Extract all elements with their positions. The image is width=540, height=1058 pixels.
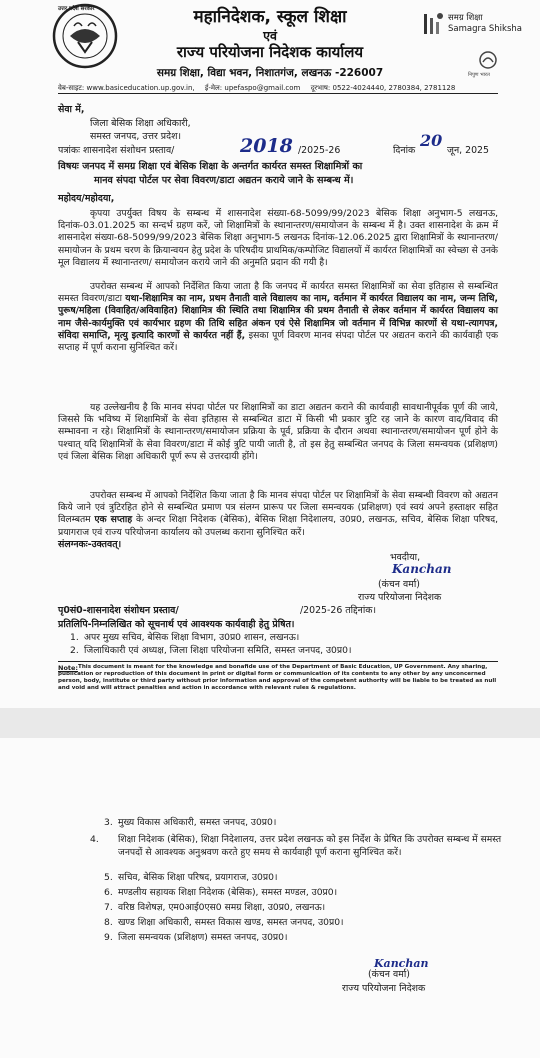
- to-line1: जिला बेसिक शिक्षा अधिकारी,: [90, 118, 191, 129]
- office-title-line3: राज्य परियोजना निदेशक कार्यालय: [176, 43, 364, 61]
- website-text: वेब-साइट: www.basiceducation.up.gov.in,: [58, 84, 195, 92]
- page2-signer-name: (कंचन वर्मा): [368, 969, 410, 980]
- copy-reference-year: /2025-26 तद्दिनांक।: [300, 605, 377, 616]
- paragraph-4-end: के अन्दर शिक्षा निदेशक (बेसिक), बेसिक शिक्षा निदेशालय, उ0प्र0, लखनऊ, सचिव, बेसिक शिक्षा परिषद, प्रयागराज एवं राज्य परियोजना कार्यालय को उपलब्ध कराना सुनिश्चित करें।: [58, 514, 498, 538]
- closing: भवदीया,: [390, 552, 421, 563]
- letter-page-2: [0, 738, 540, 1058]
- copy-item-3: 3. मुख्य विकास अधिकारी, समस्त जनपद, उ0प्र0।: [104, 817, 277, 828]
- date-rest: जून, 2025: [447, 145, 489, 156]
- paragraph-2-start: उपरोक्त सम्बन्ध में आपको निर्देशित किया जाता है कि जनपद में कार्यरत समस्त शिक्षामित्रों का सेवा इतिहास से सम्बन्धित समस्त विवरण/डाटा: [58, 281, 498, 305]
- paragraph-3: यह उल्लेखनीय है कि मानव संपदा पोर्टल पर शिक्षामित्रों का डाटा अद्यतन कराने की कार्यवाही सावधानीपूर्वक पूर्ण की जाये, जिससे कि भविष्य में शिक्षामित्रों के सेवा इतिहास से सम्बन्धित डाटा में किसी भी प्रकार त्रुटि रह जाने के कारण वाद/विवाद की सम्भावना न रहे। शिक्षामित्रों के स्थानान्तरण/समायोजन प्रक्रिया के पूर्व, प्रक्रिया के दौरान अथवा स्थानान्तरण/समायोजन पूर्ण होने के पश्चात् यदि शिक्षामित्रों के सेवा विवरण/डाटा में कोई त्रुटि पायी जाती है, तो इस हेतु सम्बन्धित जनपद के जिला समन्वयक (प्रशिक्षण) एवं जिला बेसिक शिक्षा अधिकारी पूर्ण रूप से उत्तरदायी होंगे।: [58, 402, 498, 462]
- signer-title: राज्य परियोजना निदेशक: [358, 592, 442, 603]
- subject-line1: विषयः जनपद में समग्र शिक्षा एवं बेसिक शिक्षा के अन्तर्गत कार्यरत समस्त शिक्षामित्रों का: [58, 161, 363, 172]
- copy-intro: प्रतिलिपि-निम्नलिखित को सूचनार्थ एवं आवश्यक कार्यवाही हेतु प्रेषित।: [58, 619, 295, 630]
- office-address: समग्र शिक्षा, विद्या भवन, निशातगंज, लखनऊ -226007: [156, 67, 384, 79]
- page2-signature: Kanchan: [374, 957, 429, 970]
- salutation: महोदय/महोदया,: [58, 193, 115, 204]
- copy-item-1: 1. अपर मुख्य सचिव, बेसिक शिक्षा विभाग, उ0प्र0 शासन, लखनऊ।: [70, 632, 300, 643]
- emblem-text: उत्तर प्रदेश सरकार: [58, 6, 95, 12]
- paragraph-2-end: इसका पूर्ण विवरण मानव संपदा पोर्टल पर अद्यतन कराने की कार्यवाही एक सप्ताह में पूर्ण कराना सुनिश्चित करें।: [58, 329, 499, 354]
- copy-item-8: 8. खण्ड शिक्षा अधिकारी, समस्त विकास खण्ड, समस्त जनपद, उ0प्र0।: [104, 917, 344, 928]
- copy-item-6: 6. मण्डलीय सहायक शिक्षा निदेशक (बेसिक), समस्त मण्डल, उ0प्र0।: [104, 887, 338, 898]
- note-label: Note:: [58, 664, 79, 672]
- subject-line2: मानव संपदा पोर्टल पर सेवा विवरण/डाटा अद्यतन कराये जाने के सम्बन्ध में।: [94, 175, 354, 186]
- note-text: This document is meant for the knowledge and bonafide use of the Department of Basic Education, UP Government. Any sharing, publication or reproduction of this document in print or digital form or communication of its contents to any other by any unconcerned person, body, institute or third party without prior information and approval of the competent authority will be liable to be treated as null and void and will attract penalties and action in accordance with relevant rules & regulations.: [58, 664, 497, 691]
- samagra-english-text: Samagra Shiksha: [448, 24, 522, 34]
- note-divider: [58, 661, 498, 662]
- copy-item-2: 2. जिलाधिकारी एवं अध्यक्ष, जिला शिक्षा परियोजना समिति, समस्त जनपद, उ0प्र0।: [70, 645, 352, 656]
- date-day-handwritten: 20: [420, 131, 443, 150]
- email-text: ई-मेल: upefaspo@gmail.com: [204, 84, 301, 92]
- reference-year: /2025-26: [298, 145, 341, 156]
- copy-item-4: 4. शिक्षा निदेशक (बेसिक), शिक्षा निदेशालय, उत्तर प्रदेश लखनऊ को इस निर्देश के प्रेषित कि उपरोक्त सम्बन्ध में समस्त जनपदों से आवश्यक अनुश्रवण करते हुए समय से कार्यवाही पूर्ण कराना सुनिश्चित करें।: [90, 834, 502, 858]
- contact-details: [58, 84, 498, 93]
- samagra-hindi-text: समग्र शिक्षा: [448, 13, 483, 23]
- reference-number-handwritten: 2018: [240, 135, 293, 157]
- paragraph-1: कृपया उपर्युक्त विषय के सम्बन्ध में शासनादेश संख्या-68-5099/99/2023 बेसिक शिक्षा अनुभाग-5 लखनऊ, दिनांक-03.01.2025 का सन्दर्भ ग्रहण करें, जो शिक्षामित्रों के स्थानान्तरण/समायोजन के सम्बन्ध में है। उक्त शासनादेश के क्रम में शासनादेश संख्या-68-5099/99/2023 बेसिक शिक्षा अनुभाग-5 लखनऊ दिनांक-12.06.2025 द्वारा शिक्षामित्रों के स्थानान्तरण/समायोजन के प्रथम चरण के क्रियान्वयन हेतु प्रदेश के परिषदीय प्राथमिक/कम्पोजिट विद्यालयों में कार्यरत शिक्षामित्रों का स्वेच्छा से उनके मूल विद्यालय में स्थानान्तरण/ समायोजन कराये जाने की अनुमति प्रदान की गयी है।: [58, 208, 498, 268]
- copy-item-9: 9. जिला समन्वयक (प्रशिक्षण) समस्त जनपद, उ0प्र0।: [104, 932, 288, 943]
- copy-reference: पृ0सं0-शासनादेश संशोधन प्रस्ताव/: [58, 605, 179, 616]
- date-label: दिनांक: [393, 145, 416, 156]
- phone-text: दूरभाष: 0522-4024440, 2780384, 2781128: [310, 84, 456, 92]
- copy-item-5: 5. सचिव, बेसिक शिक्षा परिषद, प्रयागराज, उ0प्र0।: [104, 872, 278, 883]
- signer-name: (कंचन वर्मा): [378, 579, 420, 590]
- copy-item-7: 7. वरिष्ठ विशेषज्ञ, एम0आई0एस0 समग्र शिक्षा, उ0प्र0, लखनऊ।: [104, 902, 326, 913]
- reference-label: पत्रांकः शासनादेश संशोधन प्रस्ताव/: [58, 145, 175, 156]
- to-label: सेवा में,: [58, 104, 85, 115]
- office-title-line1: महानिदेशक, स्कूल शिक्षा: [193, 7, 347, 27]
- header-divider: [58, 93, 498, 94]
- paragraph-4-bold: एक सप्ताह: [94, 514, 133, 526]
- samagra-shiksha-logo-icon: [422, 12, 444, 36]
- signature: Kanchan: [392, 562, 452, 576]
- nipun-bharat-caption: निपुण भारत: [468, 72, 490, 78]
- office-title-line2: एवं: [263, 28, 277, 43]
- paragraph-4: [58, 490, 498, 539]
- nipun-bharat-logo-icon: [478, 50, 498, 70]
- paragraph-2-bold: यथा-शिक्षामित्र का नाम, प्रथम तैनाती वाले विद्यालय का नाम, वर्तमान में कार्यरत विद्यालय का नाम, जन्म तिथि, पुरूष/महिला (विवाहित/अविवाहित) शिक्षामित्र की स्थिति तथा शिक्षामित्र की प्रथम तैनाती से लेकर वर्तमान में कार्यरत विद्यालय का नाम जैसे-कार्यमुक्ति एवं कार्यभार ग्रहण की तिथि सहित अंकन एवं ऐसे शिक्षामित्र जो वर्तमान में विभिन्न कारणों से यथा-त्यागपत्र, संविदा समाप्ति, मृत्यु इत्यादि कारणों से कार्यरत नहीं हैं,: [58, 293, 499, 341]
- paragraph-4-start: उपरोक्त सम्बन्ध में आपको निर्देशित किया जाता है कि मानव संपदा पोर्टल पर शिक्षामित्रों के सेवा सम्बन्धी विवरण को अद्यतन किये जाने एवं त्रुटिरहित होने से सम्बन्धित प्रमाण पत्र संलग्न प्रारूप पर जिला समन्वयक (प्रशिक्षण) एवं स्वयं अपने हस्ताक्षर सहित विलम्बतम: [58, 490, 498, 526]
- enclosure: संलग्नकः-उक्तवत्।: [58, 539, 122, 550]
- page2-signer-title: राज्य परियोजना निदेशक: [342, 983, 426, 994]
- paragraph-2: [58, 281, 498, 354]
- to-line2: समस्त जनपद, उत्तर प्रदेश।: [90, 131, 182, 142]
